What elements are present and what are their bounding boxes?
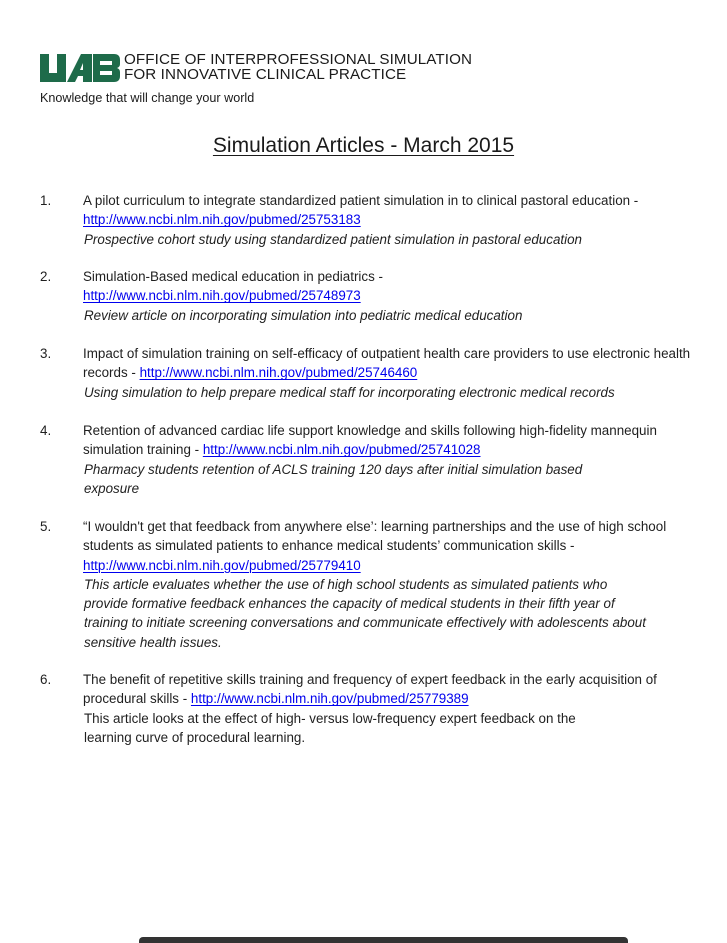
office-name bbox=[124, 52, 472, 82]
article-item bbox=[40, 670, 700, 747]
article-number: 3. bbox=[40, 346, 52, 361]
article-description: Review article on incorporating simulation into pediatric medical education bbox=[84, 307, 523, 323]
article-number: 6. bbox=[40, 672, 52, 687]
article-item bbox=[40, 517, 700, 652]
article-number: 1. bbox=[40, 193, 52, 208]
page-title bbox=[0, 134, 727, 158]
article-link[interactable]: http://www.ncbi.nlm.nih.gov/pubmed/25746460 bbox=[139, 365, 418, 381]
article-description: This article evaluates whether the use of high school students as simulated patients who provide formative feedback enhances the capacity of medical students in their fifth year of training to initiate screening conversations and communicate effectively with adolescents about sensitive health issues. bbox=[84, 576, 646, 650]
article-link[interactable]: http://www.ncbi.nlm.nih.gov/pubmed/25748973 bbox=[83, 288, 361, 304]
article-title: “I wouldn't get that feedback from anywhere else’: learning partnerships and the use of high school students as simulated patients to enhance medical students’ communication skills - bbox=[83, 519, 667, 554]
horizontal-scrollbar[interactable] bbox=[139, 937, 628, 943]
article-link[interactable]: http://www.ncbi.nlm.nih.gov/pubmed/25741028 bbox=[202, 442, 481, 458]
article-link[interactable]: http://www.ncbi.nlm.nih.gov/pubmed/25779410 bbox=[83, 557, 361, 573]
article-item bbox=[40, 267, 700, 325]
office-name-line1: OFFICE OF INTERPROFESSIONAL SIMULATION bbox=[124, 51, 473, 68]
article-item bbox=[40, 191, 700, 249]
article-number: 2. bbox=[40, 269, 52, 284]
article-number: 4. bbox=[40, 423, 52, 438]
article-title: Simulation-Based medical education in pediatrics - bbox=[83, 269, 383, 284]
article-title: Impact of simulation training on self-efficacy of outpatient health care providers to use electronic health records - bbox=[83, 346, 691, 381]
article-link[interactable]: http://www.ncbi.nlm.nih.gov/pubmed/25779389 bbox=[190, 691, 469, 707]
office-name-line2: FOR INNOVATIVE CLINICAL PRACTICE bbox=[124, 66, 407, 83]
article-number: 5. bbox=[40, 519, 52, 534]
tagline: Knowledge that will change your world bbox=[40, 91, 255, 105]
header bbox=[40, 52, 472, 86]
article-link[interactable]: http://www.ncbi.nlm.nih.gov/pubmed/25753183 bbox=[83, 212, 361, 228]
article-item bbox=[40, 344, 700, 402]
article-title: The benefit of repetitive skills training and frequency of expert feedback in the early acquisition of procedural skills - bbox=[83, 672, 657, 707]
article-title: Retention of advanced cardiac life support knowledge and skills following high-fidelity mannequin simulation training - bbox=[83, 423, 657, 458]
article-title: A pilot curriculum to integrate standardized patient simulation in to clinical pastoral education - bbox=[83, 193, 639, 208]
article-description: This article looks at the effect of high- versus low-frequency expert feedback on the learning curve of procedural learning. bbox=[84, 710, 576, 745]
uab-logo-icon bbox=[40, 54, 120, 82]
article-description: Prospective cohort study using standardized patient simulation in pastoral education bbox=[84, 231, 582, 247]
article-description: Pharmacy students retention of ACLS training 120 days after initial simulation based exposure bbox=[84, 461, 583, 496]
article-item bbox=[40, 421, 700, 498]
article-description: Using simulation to help prepare medical staff for incorporating electronic medical records bbox=[84, 384, 615, 400]
page-title-text: Simulation Articles - March 2015 bbox=[212, 134, 515, 157]
